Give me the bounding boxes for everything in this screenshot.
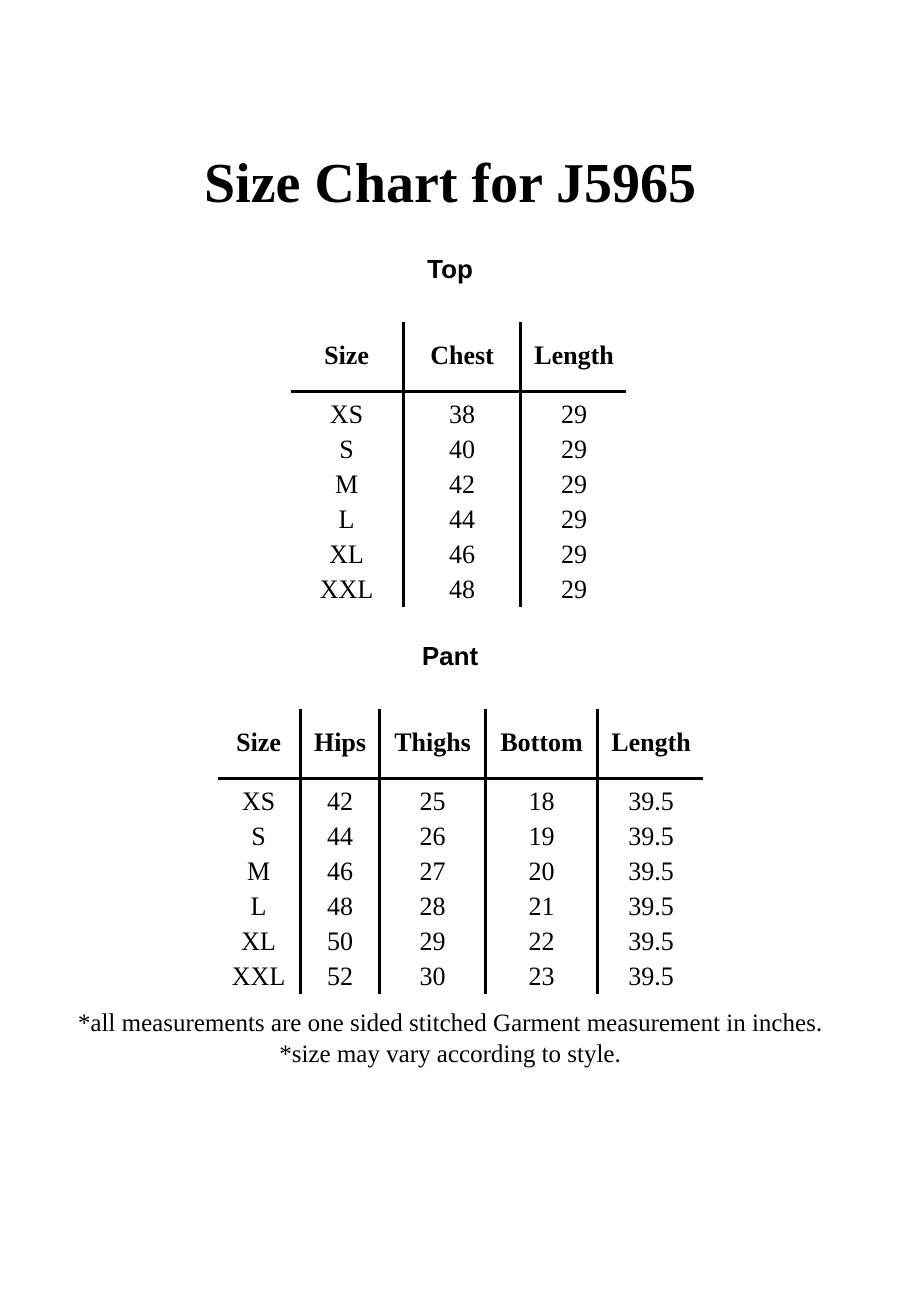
table-header-row bbox=[291, 322, 626, 392]
measurement-note: *all measurements are one sided stitched Garment measurement in inches. bbox=[77, 1010, 823, 1037]
length-cell: 29 bbox=[561, 434, 587, 464]
size-cell: XXL bbox=[291, 572, 404, 607]
size-cell: XS bbox=[218, 779, 301, 820]
chest-cell: 40 bbox=[404, 432, 521, 467]
length-cell: 29 bbox=[561, 469, 587, 499]
table-row bbox=[291, 502, 626, 537]
table-row bbox=[291, 467, 626, 502]
hips-cell: 48 bbox=[301, 889, 380, 924]
page-title: Size Chart for J5965 bbox=[204, 153, 696, 215]
hips-cell: 52 bbox=[301, 959, 380, 994]
size-cell: L bbox=[218, 889, 301, 924]
size-cell: M bbox=[291, 467, 404, 502]
length-cell: 39.5 bbox=[628, 856, 674, 886]
size-cell: XXL bbox=[218, 959, 301, 994]
column-header-size: Size bbox=[291, 322, 404, 392]
pant-size-table bbox=[218, 709, 703, 994]
thighs-cell: 27 bbox=[380, 854, 486, 889]
table-row bbox=[218, 924, 703, 959]
table-row bbox=[218, 854, 703, 889]
table-row bbox=[291, 432, 626, 467]
chest-cell: 42 bbox=[404, 467, 521, 502]
column-header-size: Size bbox=[218, 709, 301, 779]
table-row bbox=[291, 537, 626, 572]
length-cell: 39.5 bbox=[628, 891, 674, 921]
thighs-cell: 29 bbox=[380, 924, 486, 959]
bottom-cell: 20 bbox=[486, 854, 598, 889]
chest-cell: 38 bbox=[404, 392, 521, 433]
table-row bbox=[218, 959, 703, 994]
table-row bbox=[218, 819, 703, 854]
thighs-cell: 30 bbox=[380, 959, 486, 994]
size-cell: S bbox=[291, 432, 404, 467]
hips-cell: 46 bbox=[301, 854, 380, 889]
length-cell: 39.5 bbox=[628, 821, 674, 851]
thighs-cell: 26 bbox=[380, 819, 486, 854]
thighs-cell: 28 bbox=[380, 889, 486, 924]
chest-cell: 44 bbox=[404, 502, 521, 537]
length-cell: 29 bbox=[561, 504, 587, 534]
length-cell: 39.5 bbox=[628, 926, 674, 956]
bottom-cell: 22 bbox=[486, 924, 598, 959]
hips-cell: 42 bbox=[301, 779, 380, 820]
size-cell: XS bbox=[291, 392, 404, 433]
size-cell: S bbox=[218, 819, 301, 854]
bottom-cell: 18 bbox=[486, 779, 598, 820]
size-cell: XL bbox=[218, 924, 301, 959]
table-row bbox=[218, 779, 703, 820]
hips-cell: 44 bbox=[301, 819, 380, 854]
table-row bbox=[291, 392, 626, 433]
column-header-length: Length bbox=[521, 322, 627, 392]
length-cell: 39.5 bbox=[628, 961, 674, 991]
length-cell: 29 bbox=[561, 399, 587, 429]
thighs-cell: 25 bbox=[380, 779, 486, 820]
table-header-row bbox=[218, 709, 703, 779]
length-cell: 29 bbox=[561, 539, 587, 569]
length-cell: 39.5 bbox=[628, 786, 674, 816]
size-cell: L bbox=[291, 502, 404, 537]
table-row bbox=[218, 889, 703, 924]
bottom-cell: 21 bbox=[486, 889, 598, 924]
chest-cell: 46 bbox=[404, 537, 521, 572]
bottom-cell: 23 bbox=[486, 959, 598, 994]
size-variation-note: *size may vary according to style. bbox=[279, 1041, 621, 1068]
column-header-thighs: Thighs bbox=[380, 709, 486, 779]
pant-section-title: Pant bbox=[421, 641, 479, 671]
top-section-title: Top bbox=[427, 254, 473, 284]
chest-cell: 48 bbox=[404, 572, 521, 607]
size-cell: M bbox=[218, 854, 301, 889]
length-cell: 29 bbox=[561, 574, 587, 604]
top-size-table bbox=[291, 322, 626, 607]
bottom-cell: 19 bbox=[486, 819, 598, 854]
column-header-hips: Hips bbox=[301, 709, 380, 779]
column-header-bottom: Bottom bbox=[486, 709, 598, 779]
hips-cell: 50 bbox=[301, 924, 380, 959]
column-header-chest: Chest bbox=[404, 322, 521, 392]
column-header-length: Length bbox=[598, 709, 704, 779]
size-cell: XL bbox=[291, 537, 404, 572]
table-row bbox=[291, 572, 626, 607]
